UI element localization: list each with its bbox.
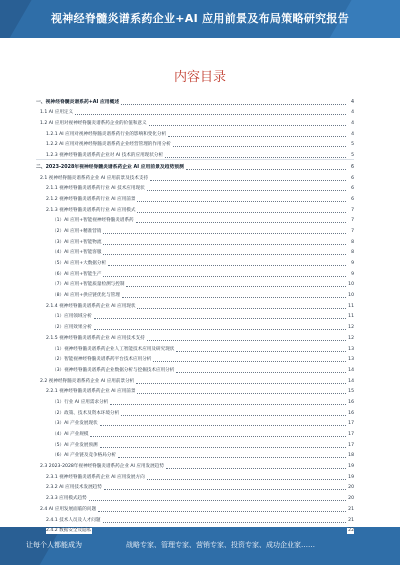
toc-entry-text: 一、视神经脊髓炎谱系药+AI 应用概述: [36, 99, 120, 105]
toc-page-number: 4: [347, 121, 354, 127]
toc-entry[interactable]: [36, 374, 354, 385]
toc-leader-dots: [147, 478, 346, 480]
toc-entry-text: 1.2.3 视神经脊髓炎谱系药企业对 AI 技术的应用现状分析: [46, 153, 164, 159]
toc-page-number: 5: [347, 142, 354, 148]
toc-entry[interactable]: [36, 224, 354, 235]
toc-entry[interactable]: [36, 353, 354, 364]
toc-page-number: 8: [347, 240, 354, 246]
toc-leader-dots: [90, 435, 346, 437]
toc-entry-text: 2.4.2 数据安全及隐私: [46, 528, 92, 534]
toc-entry-text: 2.3.1 视神经脊髓炎谱系药企业 AI 应用发展方向: [46, 474, 145, 480]
toc-leader-dots: [121, 103, 346, 105]
toc-leader-dots: [103, 521, 347, 523]
toc-leader-dots: [118, 456, 346, 458]
header-banner: [0, 0, 400, 38]
toc-entry[interactable]: [36, 449, 354, 460]
toc-page-number: 10: [348, 293, 354, 299]
toc-entry[interactable]: [36, 385, 354, 396]
toc-entry[interactable]: [36, 320, 354, 331]
toc-entry-text: （2）应用效果分析: [52, 325, 92, 331]
toc-page-number: 21: [348, 506, 354, 512]
toc-entry-text: 1.2.1 AI 应用对视神经脊髓炎谱系药行业的影响和变化分析: [46, 131, 167, 137]
toc-leader-dots: [176, 350, 346, 352]
toc-page-number: 4: [347, 132, 354, 138]
toc-leader-dots: [100, 424, 346, 426]
toc-page-number: 19: [348, 464, 354, 470]
toc-entry[interactable]: [36, 256, 354, 267]
toc-page-number: 16: [348, 399, 354, 405]
toc-leader-dots: [108, 264, 346, 266]
toc-leader-dots: [137, 211, 346, 213]
toc-leader-dots: [168, 135, 346, 137]
toc-leader-dots: [100, 446, 346, 448]
toc-page-number: 5: [347, 153, 354, 159]
toc-entry-text: 2.3 2023-2028年视神经脊髓炎谱系药企业 AI 应用发展趋势: [40, 464, 164, 470]
toc-entry[interactable]: [36, 331, 354, 342]
toc-entry[interactable]: [36, 106, 354, 117]
footer-roles: 战略专家、管理专家、营销专家、投资专家、成功企业家……: [126, 541, 315, 549]
toc-entry-text: （8）AI 应用+供应链优化与管理: [52, 293, 120, 299]
toc-entry-text: （5）AI 产业发展预测: [52, 442, 98, 448]
toc-entry[interactable]: [36, 182, 354, 193]
toc-leader-dots: [110, 403, 346, 405]
toc-entry-text: 1.2 AI 应用对视神经脊髓炎谱系药企业的价值和意义: [40, 121, 147, 127]
toc-entry-text: （2）智能视神经脊髓炎谱系药平台技术应用分析: [52, 357, 152, 363]
toc-leader-dots: [137, 392, 346, 394]
toc-page-number: 16: [348, 410, 354, 416]
report-title: 视神经脊髓炎谱系药企业+AI 应用前景及布局策略研究报告: [50, 12, 350, 25]
toc-leader-dots: [137, 200, 346, 202]
toc-page-number: 7: [347, 218, 354, 224]
toc-page-number: 17: [348, 421, 354, 427]
toc-entry[interactable]: [36, 171, 354, 182]
toc-leader-dots: [176, 371, 346, 373]
toc-entry[interactable]: [36, 246, 354, 257]
toc-entry[interactable]: [36, 342, 354, 353]
toc-page-number: 6: [347, 186, 354, 192]
toc-entry[interactable]: [36, 159, 354, 171]
toc-page-number: 14: [348, 378, 354, 384]
toc-page-number: 19: [348, 474, 354, 480]
toc-leader-dots: [104, 488, 346, 490]
toc-page-number: 12: [348, 335, 354, 341]
toc-entry-text: 2.2.1 视神经脊髓炎谱系药企业 AI 应用前景: [46, 389, 136, 395]
toc-entry-text: （4）AI 应用+智能客服: [52, 250, 102, 256]
toc-page-number: 9: [347, 261, 354, 267]
toc-entry[interactable]: [36, 459, 354, 470]
toc-leader-dots: [75, 113, 346, 115]
toc-entry-text: 2.1.1 视神经脊髓炎谱系药行业 AI 技术应用现状: [46, 186, 145, 192]
toc-entry-text: （1）行业 AI 应用需求分析: [52, 399, 109, 405]
toc-entry[interactable]: [36, 127, 354, 138]
toc-page-number: 6: [347, 197, 354, 203]
toc-entry-text: 2.1.5 视神经脊髓炎谱系药企业 AI 应用技术支持: [46, 335, 145, 341]
toc-leader-dots: [149, 124, 346, 126]
toc-entry-text: 二、2023-2028年视神经脊髓炎谱系药企业 AI 应用前景及趋势预测: [36, 164, 184, 170]
toc-entry[interactable]: [36, 406, 354, 417]
toc-page-number: 21: [348, 517, 354, 523]
toc-entry-text: （4）AI 产业规模: [52, 432, 89, 437]
toc-entry-text: （3）AI 产业发展现状: [52, 421, 98, 427]
toc-page-number: 13: [348, 346, 354, 352]
toc-page-number: 12: [348, 325, 354, 331]
toc-entry[interactable]: [36, 481, 354, 492]
toc-leader-dots: [126, 285, 346, 287]
toc-leader-dots: [103, 232, 346, 234]
toc-leader-dots: [122, 296, 346, 298]
toc-page-number: 7: [347, 229, 354, 235]
toc-page-number: 4: [347, 110, 354, 116]
toc-entry-text: 2.3.3 应用模式趋势: [46, 496, 87, 502]
toc-entry[interactable]: [36, 95, 354, 106]
toc-entry-text: 2.3.2 AI 应用技术发展趋势: [46, 485, 102, 491]
toc-leader-dots: [94, 328, 346, 330]
toc-leader-dots: [89, 499, 346, 501]
toc-entry[interactable]: [36, 470, 354, 481]
toc-leader-dots: [136, 382, 346, 384]
toc-page-number: 4: [347, 100, 354, 106]
toc-entry-text: （2）政策、技术及资本环境分析: [52, 410, 120, 416]
toc-entry-text: 2.1.3 视神经脊髓炎谱系药行业 AI 应用模式: [46, 207, 136, 213]
toc-page-number: 22: [348, 528, 354, 534]
toc-page-number: 14: [348, 367, 354, 373]
toc-entry[interactable]: [36, 278, 354, 289]
toc-leader-dots: [94, 317, 346, 319]
toc-entry-text: （7）AI 应用+智能质量检测与控制: [52, 282, 125, 288]
toc-page-number: 18: [348, 453, 354, 459]
toc-entry[interactable]: [36, 214, 354, 225]
footer-slogan: 让每个人都能成为: [26, 541, 82, 549]
toc-page-number: 20: [348, 485, 354, 491]
toc-page-number: 6: [347, 176, 354, 182]
toc-page-number: 13: [348, 357, 354, 363]
toc-leader-dots: [121, 414, 346, 416]
toc-leader-dots: [137, 307, 346, 309]
toc-entry-text: （3）AI 应用+智能物流: [52, 239, 102, 245]
toc-entry-text: （1）应用领域分析: [52, 314, 92, 320]
toc-entry[interactable]: [36, 138, 354, 149]
toc-entry[interactable]: [36, 235, 354, 246]
toc-entry[interactable]: [36, 491, 354, 502]
toc-entry[interactable]: [36, 310, 354, 321]
toc-page-number: 10: [348, 282, 354, 288]
toc-entry[interactable]: [36, 438, 354, 449]
toc-leader-dots: [166, 467, 346, 469]
toc-leader-dots: [103, 275, 346, 277]
toc-page-number: 17: [348, 432, 354, 437]
toc-entry-text: 2.4 AI 应用发展面临的问题: [40, 506, 97, 512]
toc-page-number: 9: [347, 272, 354, 278]
toc-entry[interactable]: [36, 267, 354, 278]
toc-entry[interactable]: [36, 192, 354, 203]
toc-leader-dots: [186, 168, 346, 170]
toc-page-number: 11: [348, 314, 354, 320]
toc-leader-dots: [103, 243, 346, 245]
toc-leader-dots: [136, 221, 346, 223]
toc-entry-text: （1）AI 应用+智能视神经脊髓炎谱系药: [52, 218, 134, 224]
toc-entry-text: （5）AI 应用+大数据分析: [52, 261, 107, 266]
toc-entry-text: （6）AI 产业链及竞争格局分析: [52, 453, 117, 459]
toc-leader-dots: [98, 510, 346, 512]
toc-entry[interactable]: [36, 203, 354, 214]
toc-entry-text: 2.4.1 技术人员及人才问题: [46, 517, 101, 523]
toc-leader-dots: [165, 156, 346, 158]
toc-entry-text: 2.1.2 视神经脊髓炎谱系药行业 AI 应用前景: [46, 196, 136, 202]
table-of-contents: [36, 95, 354, 534]
toc-entry-text: 1.1 AI 应用定义: [40, 110, 74, 116]
toc-entry-text: （3）视神经脊髓炎谱系药企业数据分析与挖掘技术应用分析: [52, 367, 175, 373]
toc-entry[interactable]: [36, 427, 354, 438]
toc-heading: 内容目录: [173, 70, 226, 85]
toc-entry-text: 2.1 视神经脊髓炎谱系药企业 AI 应用前景及技术支持: [40, 175, 149, 181]
toc-entry-text: 2.2 视神经脊髓炎谱系药企业 AI 应用前景分析: [40, 378, 135, 384]
toc-page-number: 7: [347, 208, 354, 214]
toc-page-number: 20: [348, 496, 354, 502]
toc-entry[interactable]: [36, 116, 354, 127]
toc-leader-dots: [173, 145, 346, 147]
toc-leader-dots: [147, 189, 346, 191]
toc-page-number: 6: [347, 165, 354, 171]
toc-page-number: 15: [348, 389, 354, 395]
toc-entry[interactable]: [36, 417, 354, 428]
toc-entry-text: （6）AI 应用+智能生产: [52, 271, 102, 277]
toc-entry[interactable]: [36, 299, 354, 310]
toc-entry[interactable]: [36, 148, 354, 159]
toc-leader-dots: [147, 339, 346, 341]
toc-entry-text: （2）AI 应用+精准营销: [52, 228, 102, 234]
toc-entry[interactable]: [36, 288, 354, 299]
toc-entry[interactable]: [36, 363, 354, 374]
toc-entry-text: 2.1.4 视神经脊髓炎谱系药企业 AI 应用现状: [46, 303, 136, 309]
toc-entry-text: 1.2.2 AI 应用对视神经脊髓炎谱系药企业经营管理的作用分析: [46, 142, 171, 148]
toc-entry[interactable]: [36, 502, 354, 513]
toc-entry-text: （1）视神经脊髓炎谱系药企业人工智能技术应用及研究现状: [52, 346, 175, 352]
toc-entry[interactable]: [36, 513, 354, 524]
toc-leader-dots: [150, 179, 346, 181]
toc-page-number: 8: [347, 250, 354, 256]
toc-entry[interactable]: [36, 395, 354, 406]
toc-page-number: 11: [348, 303, 354, 309]
toc-leader-dots: [103, 253, 346, 255]
toc-page-number: 17: [348, 442, 354, 448]
toc-leader-dots: [153, 360, 346, 362]
